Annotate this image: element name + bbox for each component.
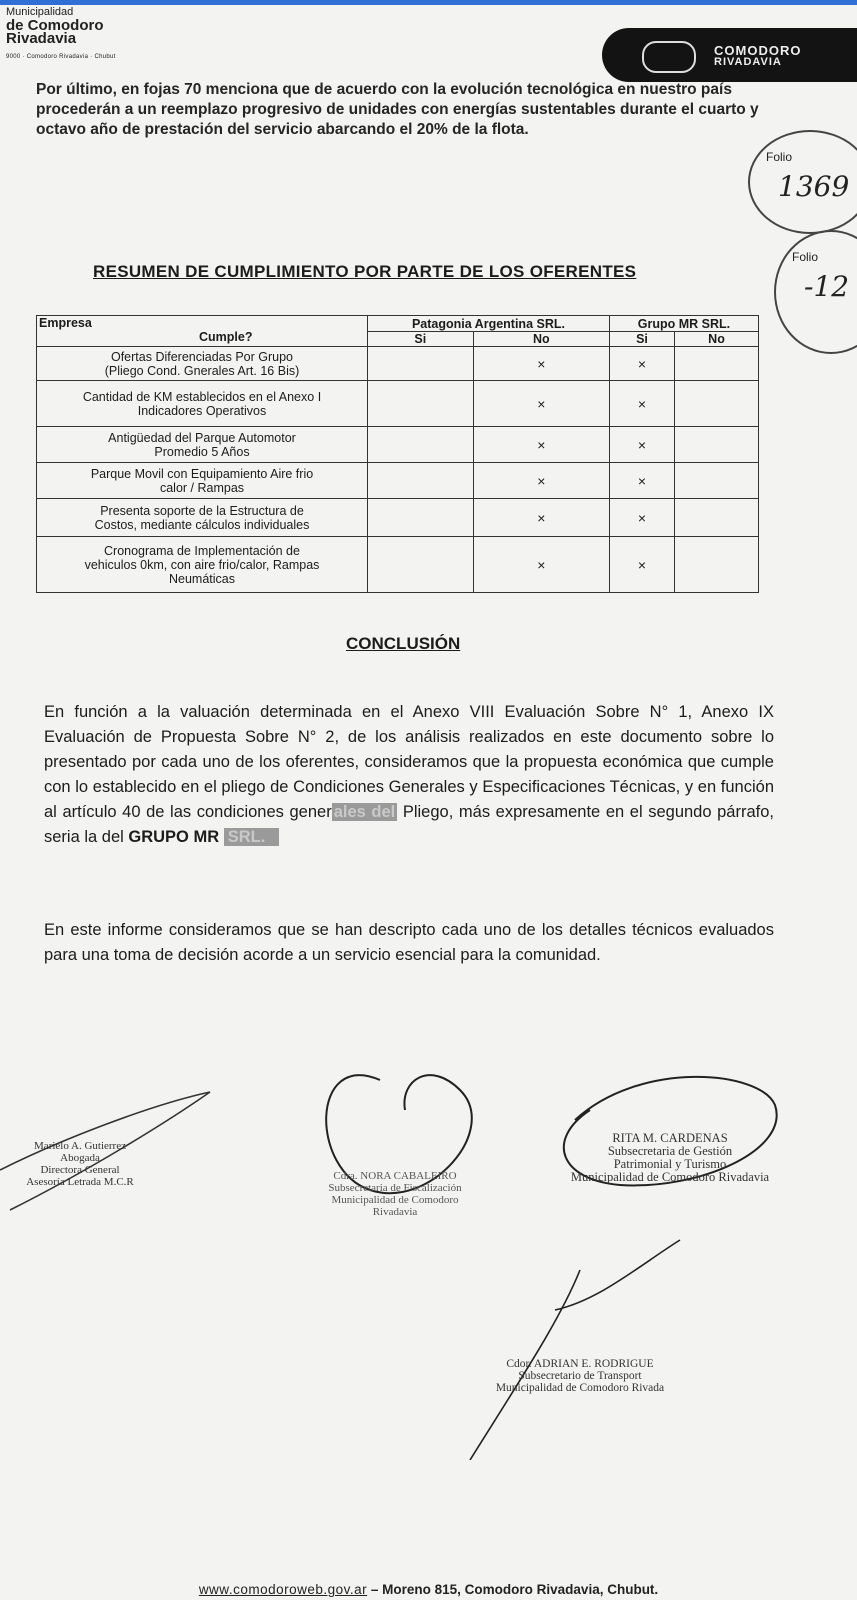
col-cumple-label: Cumple?	[199, 330, 253, 344]
table-row	[37, 537, 759, 593]
company-1-header: Patagonia Argentina SRL.	[368, 316, 610, 332]
mark-cell	[675, 463, 759, 499]
summary-title: RESUMEN DE CUMPLIMIENTO POR PARTE DE LOS OFERENTES	[93, 262, 637, 281]
closing-paragraph: En este informe consideramos que se han descripto cada uno de los detalles técnicos evaluados para una toma de decisión acorde a un servicio esencial para la comunidad.	[44, 921, 774, 964]
signature-scribbles	[0, 1050, 857, 1460]
redacted-text: ales del	[333, 803, 396, 821]
row-label-line: Parque Movil con Equipamiento Aire frio	[90, 466, 314, 481]
footer-address: – Moreno 815, Comodoro Rivadavia, Chubut.	[367, 1582, 659, 1597]
municipality-header-logo	[6, 6, 116, 64]
table-header-row	[37, 316, 759, 332]
winner-name: GRUPO MR	[128, 828, 220, 846]
mark-cell	[368, 499, 474, 537]
mark-cell	[368, 347, 474, 381]
company-2-header: Grupo MR SRL.	[609, 316, 758, 332]
header-line-3: Rivadavia	[6, 30, 77, 47]
no-header: No	[675, 332, 759, 347]
conclusion-paragraph	[44, 700, 774, 850]
sig-line: Municipalidad de Comodoro Rivadavia	[570, 1170, 770, 1184]
sig-line: Marielo A. Gutierrez	[34, 1140, 126, 1152]
header-small-address: 9000 · Comodoro Rivadavia · Chubut	[6, 54, 116, 60]
col-empresa-label: Empresa	[39, 316, 92, 330]
mark-cell	[675, 347, 759, 381]
table-row	[37, 499, 759, 537]
row-label	[37, 463, 368, 499]
stamp-2-label: Folio	[792, 250, 819, 264]
sig-line: Municipalidad de Comodoro Rivadavia	[331, 1194, 459, 1218]
row-label-line: Promedio 5 Años	[154, 444, 250, 459]
row-label-line: Indicadores Operativos	[137, 403, 267, 418]
header-empresa-cell	[37, 316, 368, 347]
conclusion-text-c: Pliego, más expresamente en el segundo párrafo, seria la del	[44, 803, 774, 846]
mark-cell: ×	[473, 347, 609, 381]
row-label	[37, 381, 368, 427]
mark-cell: ×	[473, 463, 609, 499]
signature-block-cardenas	[560, 1132, 780, 1184]
sig-line: Directora General	[40, 1164, 120, 1176]
row-label	[37, 537, 368, 593]
stamp-2-number: -12	[804, 270, 850, 303]
si-header: Si	[609, 332, 674, 347]
mark-cell	[368, 427, 474, 463]
sig-line: Abogada	[60, 1152, 100, 1164]
signature-block-cabaleiro	[310, 1170, 480, 1218]
logo-text-1: COMODORO	[714, 43, 802, 58]
row-label-line: Cronograma de Implementación de	[104, 543, 300, 558]
row-label-line: vehiculos 0km, con aire frio/calor, Rampas	[84, 557, 320, 572]
mark-cell	[675, 499, 759, 537]
logo-text-2: RIVADAVIA	[714, 56, 782, 68]
compliance-table	[36, 315, 759, 593]
sig-line: Subsecretaria de Gestión	[607, 1144, 733, 1158]
mark-cell	[675, 381, 759, 427]
row-label-line: Neumáticas	[169, 571, 235, 586]
mark-cell: ×	[473, 427, 609, 463]
intro-paragraph: Por último, en fojas 70 menciona que de acuerdo con la evolución tecnológica en nuestro país procederán a un reemplazo progresivo de unidades con energías sustentables durante el cuarto y octavo año de prestación del servicio abarcando el 20% de la flota.	[36, 81, 759, 138]
conclusion-text-a: En función a la valuación determinada en el Anexo VIII Evaluación Sobre N° 1, Anexo IX Evaluación de Propuesta Sobre N° 2, de los análisis realizados en este documento sobre lo presentado por cada uno de los oferentes, consideramos que la propuesta económica que cumple con lo establecido en el pliego de Condiciones Generales y Especificaciones Técnicas, y en función al artículo 40 de las condiciones gener	[44, 703, 774, 821]
row-label	[37, 427, 368, 463]
row-label-line: Antigüedad del Parque Automotor	[108, 430, 296, 445]
table-row	[37, 463, 759, 499]
footer-website-link[interactable]: www.comodoroweb.gov.ar	[198, 1582, 368, 1597]
mark-cell: ×	[609, 463, 674, 499]
no-header: No	[473, 332, 609, 347]
mark-cell: ×	[609, 537, 674, 593]
row-label	[37, 347, 368, 381]
row-label-line: Cantidad de KM establecidos en el Anexo I	[82, 389, 322, 404]
redacted-text: SRL.	[224, 828, 280, 846]
conclusion-title: CONCLUSIÓN	[346, 634, 461, 653]
sig-line: Asesoría Letrada M.C.R	[26, 1176, 134, 1188]
sig-line: RITA M. CARDENAS	[612, 1131, 728, 1145]
sig-line: Patrimonial y Turismo	[613, 1157, 727, 1171]
mark-cell	[368, 381, 474, 427]
signature-block-rodrigue	[490, 1358, 670, 1394]
mark-cell	[675, 427, 759, 463]
row-label-line: Costos, mediante cálculos individuales	[94, 517, 310, 532]
stamp-1-number: 1369	[778, 170, 850, 203]
mark-cell	[675, 537, 759, 593]
row-label	[37, 499, 368, 537]
comodoro-logo-badge	[602, 28, 857, 82]
sig-line: Subsecretaria de Fiscalización	[328, 1182, 462, 1194]
sig-line: Municipalidad de Comodoro Rivada	[495, 1382, 665, 1394]
row-label-line: Presenta soporte de la Estructura de	[100, 503, 304, 518]
mark-cell: ×	[609, 347, 674, 381]
row-label-line: Ofertas Diferenciadas Por Grupo	[110, 349, 294, 364]
page-footer	[0, 1582, 857, 1597]
mark-cell	[368, 463, 474, 499]
mark-cell: ×	[609, 427, 674, 463]
table-row	[37, 427, 759, 463]
mark-cell: ×	[609, 499, 674, 537]
row-label-line: calor / Rampas	[159, 480, 245, 495]
row-label-line: (Pliego Cond. Gnerales Art. 16 Bis)	[104, 363, 300, 378]
emblem-icon	[642, 41, 696, 73]
mark-cell	[368, 537, 474, 593]
sig-line: Subsecretario de Transport	[518, 1370, 642, 1382]
stamp-1-label: Folio	[766, 150, 793, 164]
si-header: Si	[368, 332, 474, 347]
table-row	[37, 347, 759, 381]
mark-cell: ×	[473, 537, 609, 593]
sig-line: Cdor. ADRIAN E. RODRIGUE	[506, 1358, 654, 1370]
signature-block-gutierrez	[0, 1140, 160, 1188]
mark-cell: ×	[473, 499, 609, 537]
table-row	[37, 381, 759, 427]
sig-line: Cdra. NORA CABALEIRO	[333, 1170, 457, 1182]
mark-cell: ×	[473, 381, 609, 427]
mark-cell: ×	[609, 381, 674, 427]
header-line-1: Municipalidad	[6, 6, 74, 18]
header-line-2: de Comodoro	[6, 17, 104, 34]
